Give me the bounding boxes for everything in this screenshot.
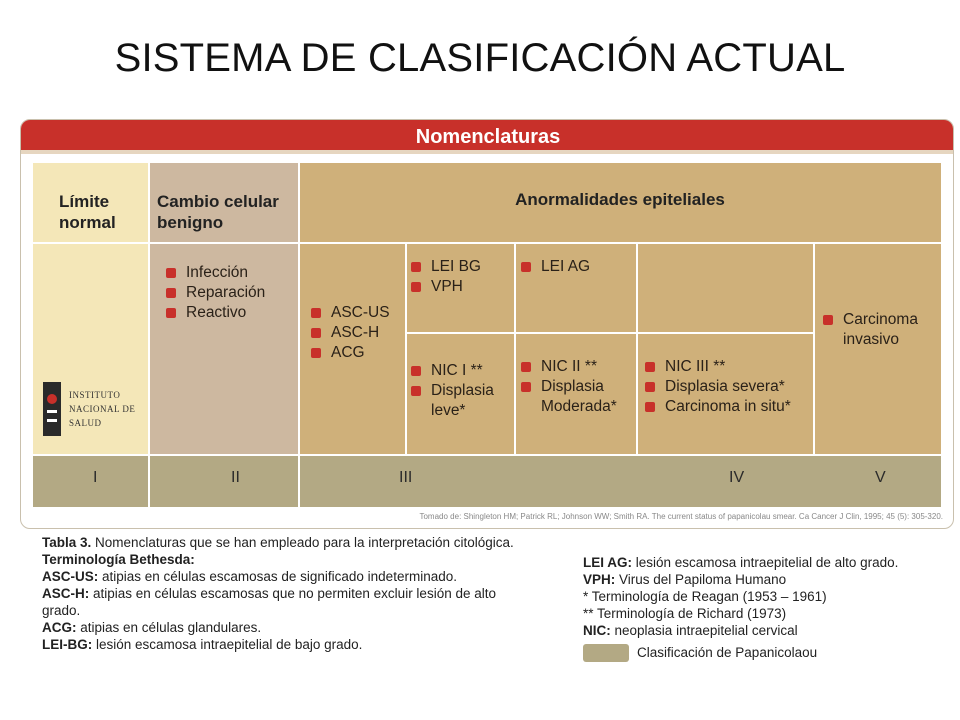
bullet-icon (411, 386, 421, 396)
list-item: Infección (166, 263, 265, 283)
bullet-icon (521, 382, 531, 392)
grid-line (405, 243, 407, 455)
pap-class-iv: IV (729, 469, 745, 486)
list-item: ASC-H (311, 323, 390, 343)
table-label: Tabla 3. (42, 535, 92, 550)
list-item: ACG (311, 343, 390, 363)
header-benign: Cambio celular benigno (157, 192, 279, 232)
list-item: Carcinoma invasivo (823, 310, 933, 350)
bullet-icon (645, 382, 655, 392)
list-item: Displasia Moderada* (521, 377, 636, 417)
pap-class-ii: II (231, 469, 240, 486)
list-item: Carcinoma in situ* (645, 397, 815, 417)
bethesda-heading: Terminología Bethesda: (42, 552, 195, 567)
bullet-icon (645, 362, 655, 372)
header-abnormal: Anormalidades epiteliales (515, 190, 725, 209)
carcinoma-list (823, 310, 933, 350)
bullet-icon (411, 366, 421, 376)
caption-table-line (42, 534, 562, 551)
caption-entry: * Terminología de Reagan (1953 – 1961) (583, 589, 827, 604)
list-item: LEI AG (521, 257, 590, 277)
bullet-icon (166, 268, 176, 278)
pap-class-iii: III (399, 469, 413, 486)
nomenclature-figure (20, 119, 954, 529)
asc-list (311, 303, 390, 363)
grid-line (33, 454, 941, 456)
caption-entry: LEI AG: lesión escamosa intraepitelial de alto grado. (583, 555, 899, 570)
list-item: VPH (411, 277, 481, 297)
list-item: NIC II ** (521, 357, 636, 377)
caption-entry: ASC-H: atipias en células escamosas que no permiten excluir lesión de alto grado. (42, 586, 496, 618)
nic2-list (521, 357, 636, 417)
lei-ag-list (521, 257, 590, 277)
caption-right (583, 554, 953, 665)
grid-line (514, 243, 516, 455)
list-item: Reactivo (166, 303, 265, 323)
bullet-icon (645, 402, 655, 412)
benign-list (166, 263, 265, 323)
grid-line (813, 243, 815, 455)
bullet-icon (411, 282, 421, 292)
list-item: Displasia leve* (411, 381, 511, 421)
bullet-icon (166, 308, 176, 318)
bullet-icon (823, 315, 833, 325)
list-item: LEI BG (411, 257, 481, 277)
grid-line (406, 332, 814, 334)
bullet-icon (521, 362, 531, 372)
bullet-icon (311, 348, 321, 358)
bullet-icon (166, 288, 176, 298)
bullet-icon (411, 262, 421, 272)
list-item: Reparación (166, 283, 265, 303)
list-item: NIC III ** (645, 357, 815, 377)
grid-line (636, 243, 638, 455)
header-normal: Límite normal (59, 192, 116, 232)
pap-strip (33, 455, 941, 507)
pap-class-i: I (93, 469, 98, 486)
logo-line-2: NACIONAL DE (69, 404, 136, 414)
source-note: Tomado de: Shingleton HM; Patrick RL; Johnson WW; Smith RA. The current status of papanicolau smear. Ca Cancer J Clin, 1995; 45 (5): 305-320. (419, 512, 943, 521)
bullet-icon (311, 328, 321, 338)
nic3-list (645, 357, 815, 417)
bullet-icon (521, 262, 531, 272)
pap-legend (583, 641, 953, 665)
header-benign-cell (149, 163, 299, 243)
lei-bg-list (411, 257, 481, 297)
caption-entry: ASC-US: atipias en células escamosas de significado indeterminado. (42, 569, 457, 584)
table-text: Nomenclaturas que se han empleado para la interpretación citológica. (95, 535, 514, 550)
caption-entry: ACG: atipias en células glandulares. (42, 620, 262, 635)
slide-title: SISTEMA DE CLASIFICACIÓN ACTUAL (114, 36, 846, 80)
caption-entry: LEI-BG: lesión escamosa intraepitelial de bajo grado. (42, 637, 363, 652)
ins-logo-mark-icon (41, 380, 63, 438)
header-abnormal-cell (299, 163, 941, 243)
caption-entry: ** Terminología de Richard (1973) (583, 606, 787, 621)
list-item: ASC-US (311, 303, 390, 323)
caption-entry: VPH: Virus del Papiloma Humano (583, 572, 787, 587)
header-normal-cell (33, 163, 149, 243)
pap-class-v: V (875, 469, 886, 486)
logo-line-1: INSTITUTO (69, 390, 121, 400)
list-item: Displasia severa* (645, 377, 815, 397)
ins-logo (41, 380, 151, 440)
grid-line (33, 242, 941, 244)
caption-entry: NIC: neoplasia intraepitelial cervical (583, 623, 798, 638)
bullet-icon (311, 308, 321, 318)
caption-left (42, 534, 562, 653)
nic1-list (411, 361, 511, 421)
legend-swatch (583, 644, 629, 662)
list-item: NIC I ** (411, 361, 511, 381)
figure-header: Nomenclaturas (21, 120, 954, 154)
legend-label: Clasificación de Papanicolaou (637, 645, 818, 660)
logo-line-3: SALUD (69, 418, 102, 428)
